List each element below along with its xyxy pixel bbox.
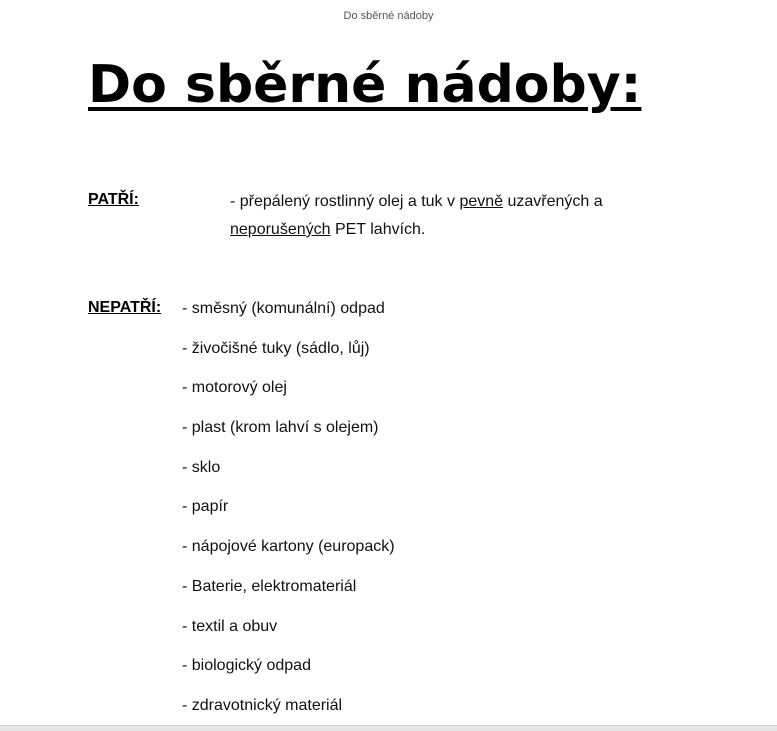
document-title: Do sběrné nádoby: (88, 55, 642, 115)
nepatri-item: - biologický odpad (182, 657, 311, 675)
nepatri-item: - plast (krom lahví s olejem) (182, 419, 379, 437)
nepatri-item: - sklo (182, 458, 221, 476)
document-header-title: Do sběrné nádoby (343, 10, 434, 22)
nepatri-item: - zdravotnický materiál (182, 696, 343, 714)
patri-underlined-word: neporušených (230, 221, 331, 238)
patri-underlined-word: pevně (459, 193, 504, 210)
patri-text-part: PET lahvích. (330, 221, 426, 238)
patri-text-part: - přepálený rostlinný olej a tuk v (230, 193, 460, 210)
nepatri-item: - nápojové kartony (europack) (182, 538, 395, 556)
nepatri-item: - papír (182, 498, 229, 516)
patri-label: PATŘÍ: (88, 191, 139, 208)
nepatri-item: - Baterie, elektromateriál (182, 577, 357, 595)
nepatri-item: - živočišné tuky (sádlo, lůj) (182, 339, 370, 357)
bottom-scrollbar[interactable] (0, 725, 777, 731)
nepatri-list (182, 297, 395, 731)
nepatri-label: NEPATŘÍ: (88, 299, 162, 316)
nepatri-item: - motorový olej (182, 379, 287, 397)
nepatri-item: - textil a obuv (182, 617, 278, 635)
patri-text (230, 188, 660, 244)
patri-text-part: uzavřených a (503, 193, 603, 210)
nepatri-item: - směsný (komunální) odpad (182, 300, 385, 317)
